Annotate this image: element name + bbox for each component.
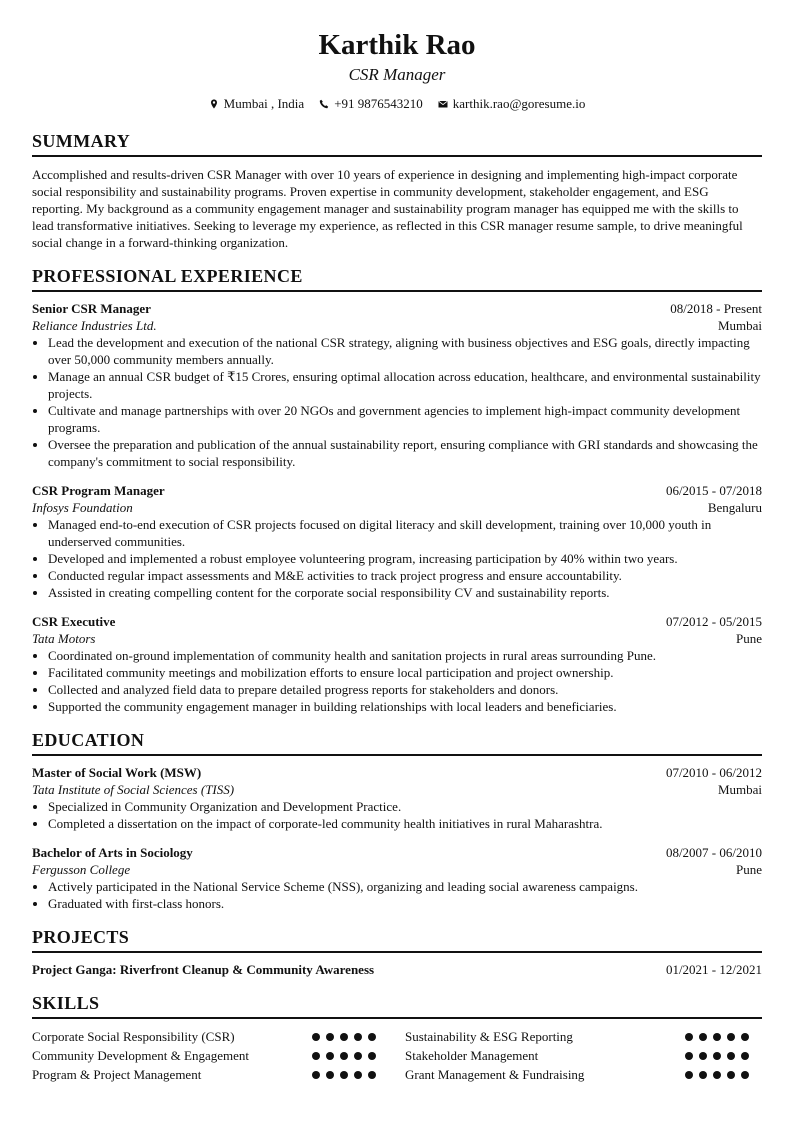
education-entry	[32, 764, 762, 832]
rating-dot	[354, 1033, 362, 1041]
skill-name: Stakeholder Management	[405, 1048, 539, 1063]
candidate-name: Karthik Rao	[318, 29, 476, 61]
rating-dot	[326, 1033, 334, 1041]
experience-entry	[32, 613, 762, 715]
job-location: Pune	[736, 631, 762, 646]
envelope-icon	[438, 99, 448, 109]
rating-dot	[741, 1033, 749, 1041]
job-role: CSR Program Manager	[32, 483, 165, 498]
job-company: Reliance Industries Ltd.	[32, 318, 157, 333]
project-name: Project Ganga: Riverfront Cleanup & Community Awareness	[32, 962, 375, 977]
job-role: CSR Executive	[32, 614, 116, 629]
rating-dot	[326, 1071, 334, 1079]
rating-dot	[699, 1052, 707, 1060]
rating-dot	[713, 1033, 721, 1041]
project-entry	[32, 961, 762, 978]
bullet-item: • Graduated with first-class honors.	[48, 895, 762, 912]
job-dates: 07/2012 - 05/2015	[665, 614, 762, 629]
skills-grid	[32, 1027, 762, 1084]
bullet-item: • Assisted in creating compelling content for the corporate social responsibility CV and sustainability reports.	[48, 584, 762, 601]
rating-dot	[326, 1052, 334, 1060]
email-text[interactable]: karthik.rao@goresume.io	[452, 96, 586, 111]
education-bullets	[32, 878, 762, 912]
education-dates: 08/2007 - 06/2010	[665, 845, 762, 860]
project-dates: 01/2021 - 12/2021	[665, 962, 762, 977]
job-bullets	[32, 647, 762, 715]
rating-dot	[685, 1033, 693, 1041]
job-dates: 06/2015 - 07/2018	[665, 483, 762, 498]
projects-section	[32, 926, 762, 978]
rating-dot	[727, 1052, 735, 1060]
skill-name: Corporate Social Responsibility (CSR)	[32, 1029, 235, 1044]
rating-dot	[368, 1071, 376, 1079]
rating-dot	[727, 1071, 735, 1079]
phone-icon	[319, 99, 329, 109]
bullet-item: • Collected and analyzed field data to prepare detailed progress reports for stakeholders and donors.	[48, 681, 762, 698]
rating-dot	[312, 1071, 320, 1079]
job-title: CSR Manager	[348, 65, 446, 84]
experience-entry	[32, 482, 762, 601]
job-location: Bengaluru	[707, 500, 762, 515]
education-location: Mumbai	[717, 782, 762, 797]
skills-section	[32, 992, 762, 1084]
rating-dot	[713, 1052, 721, 1060]
phone-text: +91 9876543210	[334, 96, 423, 111]
rating-dot	[312, 1052, 320, 1060]
rating-dot	[354, 1071, 362, 1079]
rating-dot	[685, 1052, 693, 1060]
skill-rating	[312, 1027, 405, 1046]
bullet-item: • Developed and implemented a robust employee volunteering program, increasing participation by 40% within two years.	[48, 550, 762, 567]
education-entry	[32, 844, 762, 912]
bullet-item: • Cultivate and manage partnerships with over 20 NGOs and government agencies to implement high-impact community development programs.	[48, 402, 762, 436]
location-text: Mumbai , India	[223, 96, 305, 111]
bullet-item: • Oversee the preparation and publication of the annual sustainability report, ensuring compliance with GRI standards and showcasing the company's commitment to social responsibility.	[48, 436, 762, 470]
degree: Bachelor of Arts in Sociology	[32, 845, 193, 860]
education-section	[32, 729, 762, 912]
rating-dot	[354, 1052, 362, 1060]
rating-dot	[741, 1071, 749, 1079]
rating-dot	[727, 1033, 735, 1041]
experience-section	[32, 265, 762, 715]
school: Tata Institute of Social Sciences (TISS)	[32, 782, 235, 797]
location-pin-icon	[209, 99, 219, 109]
section-heading-summary: SUMMARY	[32, 130, 762, 157]
skill-name: Sustainability & ESG Reporting	[405, 1029, 573, 1044]
rating-dot	[368, 1052, 376, 1060]
bullet-item: • Specialized in Community Organization and Development Practice.	[48, 798, 762, 815]
contact-email[interactable]	[438, 96, 586, 112]
education-location: Pune	[736, 862, 762, 877]
bullet-item: • Lead the development and execution of the national CSR strategy, aligning with business objectives and ESG goals, directly impacting over 50,000 community members annually.	[48, 334, 762, 368]
education-bullets	[32, 798, 762, 832]
skill-rating	[312, 1065, 405, 1084]
rating-dot	[741, 1052, 749, 1060]
bullet-item: • Completed a dissertation on the impact of corporate-led community health initiatives in rural Maharashtra.	[48, 815, 762, 832]
bullet-item: • Managed end-to-end execution of CSR projects focused on digital literacy and skill development, training over 10,000 youth in underserved communities.	[48, 516, 762, 550]
contact-phone	[319, 96, 423, 112]
skill-name: Grant Management & Fundraising	[405, 1067, 585, 1082]
job-location: Mumbai	[717, 318, 762, 333]
contact-bar	[32, 95, 762, 113]
section-heading-experience: PROFESSIONAL EXPERIENCE	[32, 265, 762, 292]
skill-rating	[685, 1046, 762, 1065]
skill-rating	[312, 1046, 405, 1065]
rating-dot	[340, 1071, 348, 1079]
bullet-item: • Actively participated in the National Service Scheme (NSS), organizing and leading social awareness campaigns.	[48, 878, 762, 895]
job-bullets	[32, 516, 762, 601]
bullet-item: • Manage an annual CSR budget of ₹15 Crores, ensuring optimal allocation across education, healthcare, and environmental sustainability projects.	[48, 368, 762, 402]
rating-dot	[368, 1033, 376, 1041]
bullet-item: • Supported the community engagement manager in building relationships with local leaders and beneficiaries.	[48, 698, 762, 715]
section-heading-education: EDUCATION	[32, 729, 762, 756]
skill-name: Community Development & Engagement	[32, 1048, 249, 1063]
contact-location	[209, 96, 305, 112]
job-company: Tata Motors	[32, 631, 96, 646]
skill-rating	[685, 1027, 762, 1046]
rating-dot	[699, 1033, 707, 1041]
rating-dot	[340, 1052, 348, 1060]
summary-text: Accomplished and results-driven CSR Manager with over 10 years of experience in designing and implementing high-impact corporate social responsibility and sustainability programs. Proven expertise in community development, stakeholder engagement, and ESG reporting. My background as a community engagement manager and sustainability program manager has equipped me with the skills to lead transformative initiatives. Seeking to leverage my experience, as reflected in this CSR manager resume sample, to drive meaningful social change in a forward-thinking organization.	[32, 167, 743, 250]
experience-entry	[32, 300, 762, 470]
job-bullets	[32, 334, 762, 470]
rating-dot	[340, 1033, 348, 1041]
job-company: Infosys Foundation	[32, 500, 133, 515]
skill-rating	[685, 1065, 762, 1084]
job-dates: 08/2018 - Present	[670, 301, 762, 316]
rating-dot	[312, 1033, 320, 1041]
bullet-item: • Facilitated community meetings and mobilization efforts to ensure local participation and project ownership.	[48, 664, 762, 681]
rating-dot	[713, 1071, 721, 1079]
job-role: Senior CSR Manager	[32, 301, 151, 316]
skill-name: Program & Project Management	[32, 1067, 202, 1082]
section-heading-projects: PROJECTS	[32, 926, 762, 953]
summary-section	[32, 130, 762, 251]
section-heading-skills: SKILLS	[32, 992, 762, 1019]
school: Fergusson College	[32, 862, 131, 877]
education-dates: 07/2010 - 06/2012	[665, 765, 762, 780]
bullet-item: • Conducted regular impact assessments and M&E activities to track project progress and ensure accountability.	[48, 567, 762, 584]
bullet-item: • Coordinated on-ground implementation of community health and sanitation projects in rural areas surrounding Pune.	[48, 647, 762, 664]
rating-dot	[685, 1071, 693, 1079]
degree: Master of Social Work (MSW)	[32, 765, 202, 780]
rating-dot	[699, 1071, 707, 1079]
